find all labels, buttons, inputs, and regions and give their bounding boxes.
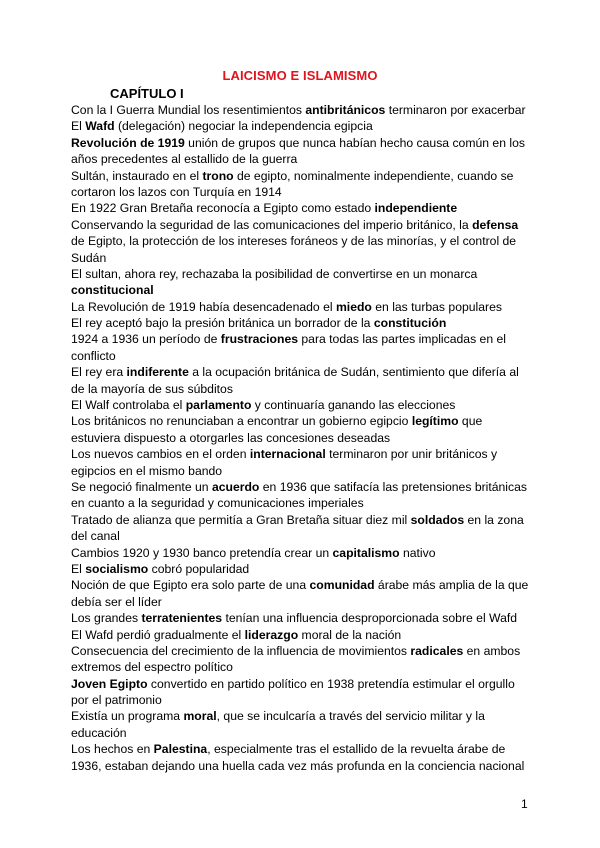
text-segment: de egipto, nominalmente independiente, cuando se <box>233 168 514 183</box>
text-line <box>71 627 531 643</box>
bold-term: parlamento <box>185 398 252 413</box>
text-segment: de Egipto, la protección de los intereses foráneos y de las minorías, y el control de <box>71 234 517 249</box>
bold-term: legítimo <box>411 414 459 429</box>
bold-term: terratenientes <box>141 611 223 626</box>
text-line <box>71 184 531 200</box>
text-line <box>71 331 531 347</box>
text-line <box>71 577 531 593</box>
text-segment: Sudán <box>71 250 107 265</box>
text-segment: convertido en partido político en 1938 pretendía estimular el orgullo <box>147 676 515 691</box>
text-line <box>71 266 531 282</box>
text-segment: El <box>71 561 86 576</box>
text-line <box>71 299 531 315</box>
text-segment: y continuaría ganando las elecciones <box>251 398 456 413</box>
text-segment: Sultán, instaurado en el <box>71 168 203 183</box>
text-line <box>71 348 531 364</box>
text-segment: Cambios 1920 y 1930 banco pretendía crear un <box>71 545 333 560</box>
text-segment: años precedentes al estallido de la guerra <box>71 152 298 167</box>
text-segment: En 1922 Gran Bretaña reconocía a Egipto como estado <box>71 201 375 216</box>
text-line <box>71 397 531 413</box>
text-segment: estuviera dispuesto a otorgarles las concesiones deseadas <box>71 430 391 445</box>
text-line <box>71 643 531 659</box>
text-segment: El Walf controlaba el <box>71 398 186 413</box>
text-segment: extremos del espectro político <box>71 660 233 675</box>
text-segment: Los hechos en <box>71 742 154 757</box>
text-segment: educación <box>71 725 127 740</box>
text-segment: terminaron por unir británicos y <box>325 447 498 462</box>
text-segment: unión de grupos que nunca habían hecho causa común en los <box>184 135 525 150</box>
text-segment: 1924 a 1936 un período de <box>71 332 221 347</box>
text-segment: terminaron por exacerbar <box>385 103 526 117</box>
text-line <box>71 512 531 528</box>
bold-term: defensa <box>472 217 519 232</box>
text-segment: cortaron los lazos con Turquía en 1914 <box>71 184 282 199</box>
text-segment: de la mayoría de sus súbditos <box>71 381 233 396</box>
bold-term: Joven Egipto <box>71 676 148 691</box>
text-segment: en 1936 que satifacía las pretensiones británicas <box>259 479 527 494</box>
text-segment: en la zona <box>464 512 524 527</box>
text-segment: Tratado de alianza que permitía a Gran Bretaña situar diez mil <box>71 512 411 527</box>
text-segment: moral de la nación <box>298 627 402 642</box>
text-line <box>71 118 531 134</box>
text-segment: cobró popularidad <box>148 561 250 576</box>
text-segment: Conservando la seguridad de las comunicaciones del imperio británico, la <box>71 217 473 232</box>
text-line <box>71 413 531 429</box>
text-segment: , que se inculcaría a través del servicio militar y la <box>216 709 485 724</box>
bold-term: antibritánicos <box>305 103 386 117</box>
text-line <box>71 692 531 708</box>
text-line <box>71 151 531 167</box>
text-line <box>71 545 531 561</box>
text-segment: Con la I Guerra Mundial los resentimientos <box>71 103 306 117</box>
document-title: LAICISMO E ISLAMISMO <box>222 68 378 83</box>
text-segment: (delegación) negociar la independencia egipcia <box>114 119 373 134</box>
text-line <box>71 758 531 774</box>
bold-term: constitucional <box>71 283 154 298</box>
chapter-heading: CAPÍTULO I <box>110 86 184 101</box>
text-segment: nativo <box>399 545 436 560</box>
text-line <box>71 708 531 724</box>
bold-term: trono <box>202 168 234 183</box>
text-segment: debía ser el líder <box>71 594 162 609</box>
text-segment: a la ocupación británica de Sudán, sentimiento que difería al <box>188 365 519 380</box>
text-segment: La Revolución de 1919 había desencadenado el <box>71 299 336 314</box>
text-line <box>71 364 531 380</box>
text-line <box>71 250 531 266</box>
text-line <box>71 217 531 233</box>
text-segment: Los nuevos cambios en el orden <box>71 447 250 462</box>
bold-term: frustraciones <box>220 332 298 347</box>
text-line <box>71 676 531 692</box>
text-segment: El rey era <box>71 365 127 380</box>
text-line <box>71 725 531 741</box>
text-segment: Los británicos no renunciaban a encontrar un gobierno egipcio <box>71 414 412 429</box>
bold-term: Revolución de 1919 <box>71 135 185 150</box>
bold-term: moral <box>183 709 217 724</box>
bold-term: Wafd <box>85 119 115 134</box>
text-segment: para todas las partes implicadas en el <box>298 332 506 347</box>
text-line <box>71 479 531 495</box>
text-line <box>71 135 531 151</box>
text-segment: del canal <box>71 529 120 544</box>
page-number: 1 <box>521 797 528 811</box>
text-segment: Noción de que Egipto era solo parte de una <box>71 578 310 593</box>
bold-term: constitución <box>373 316 447 331</box>
text-segment: por el patrimonio <box>71 693 162 708</box>
text-segment: en las turbas populares <box>371 299 502 314</box>
bold-term: socialismo <box>85 561 149 576</box>
text-line <box>71 102 531 118</box>
text-line <box>71 659 531 675</box>
text-line <box>71 594 531 610</box>
text-segment: El Wafd perdió gradualmente el <box>71 627 245 642</box>
text-segment: egipcios en el mismo bando <box>71 463 223 478</box>
text-segment: El rey aceptó bajo la presión británica un borrador de la <box>71 316 374 331</box>
text-line <box>71 495 531 511</box>
text-line <box>71 463 531 479</box>
text-line <box>71 200 531 216</box>
text-line <box>71 168 531 184</box>
text-line <box>71 528 531 544</box>
text-line <box>71 315 531 331</box>
text-segment: El sultan, ahora rey, rechazaba la posibilidad de convertirse en un monarca <box>71 266 478 281</box>
bold-term: internacional <box>249 447 326 462</box>
text-segment: tenían una influencia desproporcionada sobre el Wafd <box>222 611 518 626</box>
text-segment: 1936, estaban dejando una huella cada vez más profunda en la conciencia nacional <box>71 758 525 773</box>
text-line <box>71 741 531 757</box>
document-body <box>71 102 531 774</box>
bold-term: comunidad <box>309 578 375 593</box>
text-segment: El <box>71 119 86 134</box>
text-line <box>71 381 531 397</box>
text-line <box>71 430 531 446</box>
text-segment: árabe más amplia de la que <box>374 578 529 593</box>
bold-term: acuerdo <box>211 479 260 494</box>
bold-term: Palestina <box>153 742 208 757</box>
text-segment: , especialmente tras el estallido de la revuelta árabe de <box>207 742 506 757</box>
bold-term: liderazgo <box>244 627 299 642</box>
bold-term: miedo <box>335 299 372 314</box>
bold-term: capitalismo <box>332 545 400 560</box>
bold-term: independiente <box>374 201 458 216</box>
text-line <box>71 282 531 298</box>
bold-term: radicales <box>410 643 464 658</box>
text-segment: que <box>458 414 483 429</box>
text-segment: conflicto <box>71 348 116 363</box>
text-line <box>71 610 531 626</box>
bold-term: indiferente <box>126 365 189 380</box>
text-segment: en cuanto a la seguridad y comunicaciones imperiales <box>71 496 364 511</box>
text-segment: en ambos <box>463 643 521 658</box>
text-line <box>71 561 531 577</box>
text-segment: Consecuencia del crecimiento de la influencia de movimientos <box>71 643 411 658</box>
text-line <box>71 233 531 249</box>
text-segment: Se negoció finalmente un <box>71 479 212 494</box>
bold-term: soldados <box>410 512 465 527</box>
text-segment: Los grandes <box>71 611 142 626</box>
text-line <box>71 446 531 462</box>
text-segment: Existía un programa <box>71 709 184 724</box>
